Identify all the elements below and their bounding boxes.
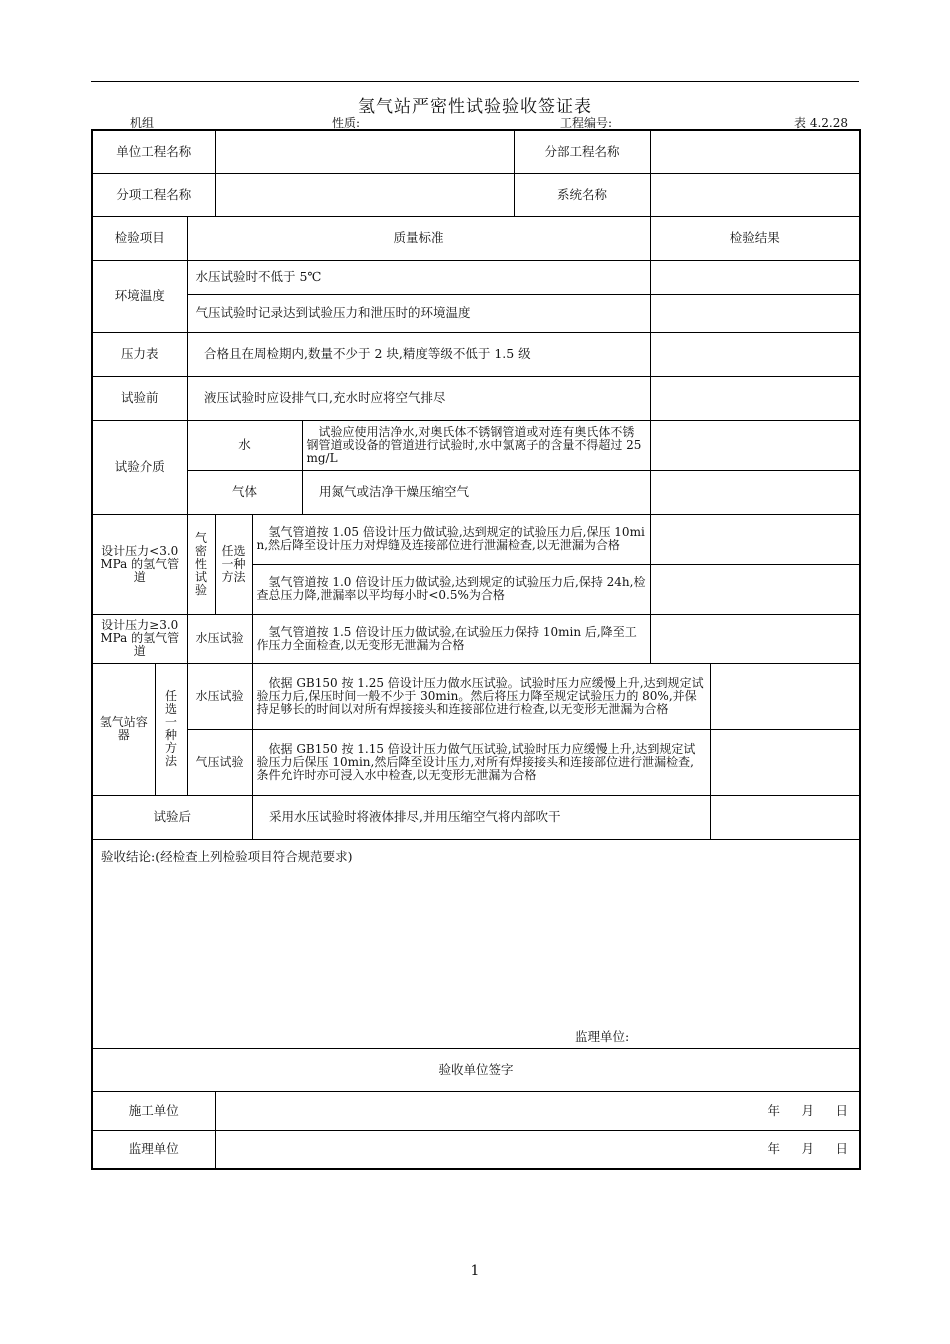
vessel-hydro-method: 水压试验 — [187, 663, 252, 729]
nature-meta: 性质: — [332, 116, 361, 130]
unit-project-label: 单位工程名称 — [92, 130, 215, 173]
before-result[interactable] — [650, 376, 860, 420]
low-pressure-standard-1: 氢气管道按 1.05 倍设计压力做试验,达到规定的试验压力后,保压 10min,然后降至设计压力对焊缝及连接部位进行泄漏检查,以无泄漏为合格 — [252, 514, 650, 564]
signature-title: 验收单位签字 — [92, 1048, 860, 1091]
medium-gas-result[interactable] — [650, 470, 860, 514]
construction-month: 月 — [801, 1102, 815, 1118]
before-label: 试验前 — [92, 376, 187, 420]
env-temp-standard-2: 气压试验时记录达到试验压力和泄压时的环境温度 — [187, 294, 650, 332]
page-number: 1 — [470, 1263, 480, 1279]
supervision-day: 日 — [835, 1141, 849, 1157]
env-temp-standard-1: 水压试验时不低于 5℃ — [187, 260, 650, 294]
vessel-hydro-result[interactable] — [710, 663, 860, 729]
supervision-year: 年 — [767, 1141, 781, 1157]
construction-year: 年 — [767, 1102, 781, 1118]
supervision-unit-label: 监理单位 — [92, 1130, 215, 1169]
conclusion-supervisor-label: 监理单位: — [575, 1028, 630, 1044]
conclusion-label: 验收结论:(经检查上列检验项目符合规范要求) — [101, 848, 353, 864]
medium-water: 水 — [187, 420, 302, 470]
project-no-meta: 工程编号: — [560, 116, 613, 130]
before-standard: 液压试验时应设排气口,充水时应将空气排尽 — [187, 376, 650, 420]
top-rule — [91, 81, 859, 82]
env-temp-result-1[interactable] — [650, 260, 860, 294]
col-standard-header: 质量标准 — [187, 216, 650, 260]
sub-project-label: 分部工程名称 — [514, 130, 650, 173]
supervision-month: 月 — [801, 1141, 815, 1157]
vessel-choice: 任选一种方法 — [155, 663, 187, 795]
high-pressure-label: 设计压力≥3.0 MPa 的氢气管道 — [92, 614, 187, 663]
unit-meta: ____机组 — [106, 116, 155, 130]
low-pressure-label: 设计压力<3.0 MPa 的氢气管道 — [92, 514, 187, 614]
form-no-meta: 表 4.2.28 — [794, 116, 848, 130]
item-project-label: 分项工程名称 — [92, 173, 215, 216]
medium-label: 试验介质 — [92, 420, 187, 514]
unit-project-value[interactable] — [215, 130, 514, 173]
gauge-label: 压力表 — [92, 332, 187, 376]
medium-gas: 气体 — [187, 470, 302, 514]
system-value[interactable] — [650, 173, 860, 216]
col-result-header: 检验结果 — [650, 216, 860, 260]
vessel-pneu-result[interactable] — [710, 729, 860, 795]
construction-day: 日 — [835, 1102, 849, 1118]
construction-unit-label: 施工单位 — [92, 1091, 215, 1130]
low-pressure-choice: 任选一种方法 — [215, 514, 252, 614]
after-result[interactable] — [710, 795, 860, 839]
col-item-header: 检验项目 — [92, 216, 187, 260]
page-title: 氢气站严密性试验验收签证表 — [358, 97, 592, 117]
high-pressure-method: 水压试验 — [187, 614, 252, 663]
sub-project-value[interactable] — [650, 130, 860, 173]
medium-gas-standard: 用氮气或洁净干燥压缩空气 — [302, 470, 650, 514]
high-pressure-result[interactable] — [650, 614, 860, 663]
conclusion-cell[interactable] — [92, 839, 860, 1048]
low-pressure-method: 气密性试验 — [187, 514, 215, 614]
supervision-signature-date[interactable] — [215, 1130, 860, 1169]
construction-signature-date[interactable] — [215, 1091, 860, 1130]
low-pressure-standard-2: 氢气管道按 1.0 倍设计压力做试验,达到规定的试验压力后,保持 24h,检查总压力降,泄漏率以平均每小时<0.5%为合格 — [252, 564, 650, 614]
inspection-form-table — [91, 129, 861, 1170]
medium-water-standard: 试验应使用洁净水,对奥氏体不锈钢管道或对连有奥氏体不锈钢管道或设备的管道进行试验时,水中氯离子的含量不得超过 25mg/L — [302, 420, 650, 470]
gauge-result[interactable] — [650, 332, 860, 376]
after-standard: 采用水压试验时将液体排尽,并用压缩空气将内部吹干 — [252, 795, 710, 839]
system-label: 系统名称 — [514, 173, 650, 216]
item-project-value[interactable] — [215, 173, 514, 216]
env-temp-label: 环境温度 — [92, 260, 187, 332]
env-temp-result-2[interactable] — [650, 294, 860, 332]
vessel-hydro-standard: 依据 GB150 按 1.25 倍设计压力做水压试验。试验时压力应缓慢上升,达到规定试验压力后,保压时间一般不少于 30min。然后将压力降至规定试验压力的 80%,并保持足够长的时间以对所有焊接接头和连接部位进行检查,以无变形无泄漏为合格 — [252, 663, 710, 729]
vessel-label: 氢气站容器 — [92, 663, 155, 795]
low-pressure-result-1[interactable] — [650, 514, 860, 564]
low-pressure-result-2[interactable] — [650, 564, 860, 614]
vessel-pneu-method: 气压试验 — [187, 729, 252, 795]
medium-water-result[interactable] — [650, 420, 860, 470]
high-pressure-standard: 氢气管道按 1.5 倍设计压力做试验,在试验压力保持 10min 后,降至工作压力全面检查,以无变形无泄漏为合格 — [252, 614, 650, 663]
vessel-pneu-standard: 依据 GB150 按 1.15 倍设计压力做气压试验,试验时压力应缓慢上升,达到规定试验压力后保压 10min,然后降至设计压力,对所有焊接接头和连接部位进行泄漏检查,条件允许时亦可浸入水中检查,以无变形无泄漏为合格 — [252, 729, 710, 795]
gauge-standard: 合格且在周检期内,数量不少于 2 块,精度等级不低于 1.5 级 — [187, 332, 650, 376]
after-label: 试验后 — [92, 795, 252, 839]
